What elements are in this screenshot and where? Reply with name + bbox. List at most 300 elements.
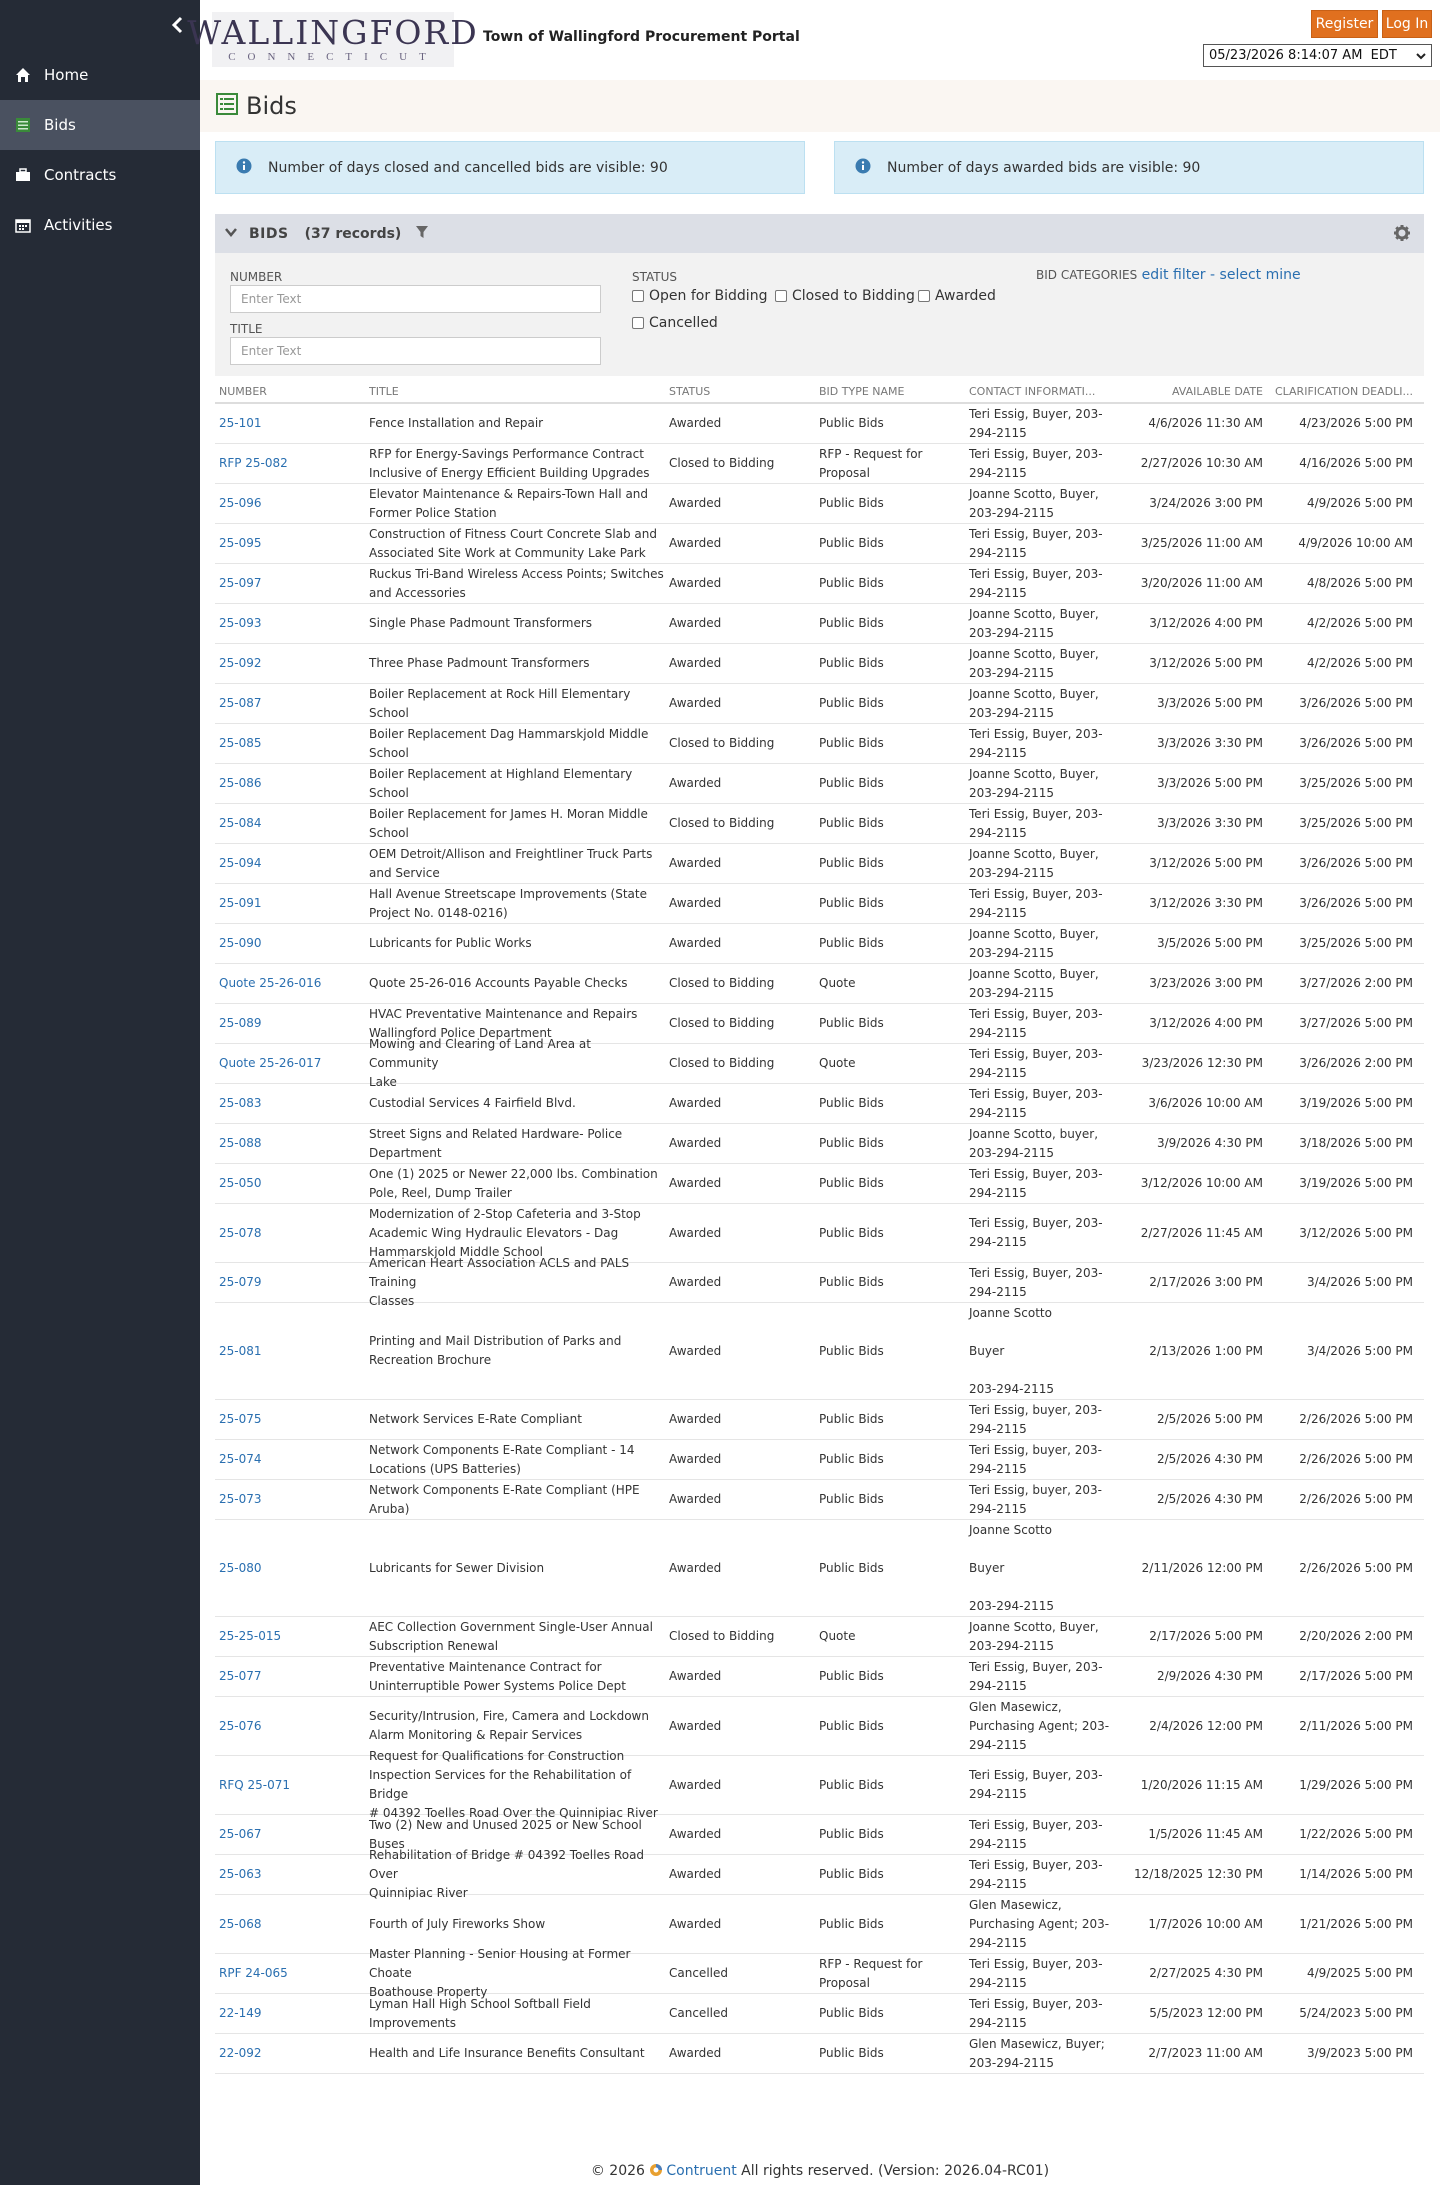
cell-available-date: 1/7/2026 10:00 AM [1148, 1916, 1263, 1931]
table-row[interactable] [215, 764, 1424, 804]
cell-available-date: 3/3/2026 5:00 PM [1156, 696, 1263, 710]
cell-bid-type: Public Bids [819, 1492, 884, 1506]
cell-title: Street Signs and Related Hardware- Police Department [369, 1126, 623, 1160]
cell-status: Awarded [669, 896, 722, 910]
cell-bid-type: Public Bids [819, 576, 884, 590]
cell-title: Fence Installation and Repair [369, 416, 544, 430]
cell-number[interactable]: 25-080 [219, 1560, 262, 1575]
table-row[interactable] [215, 1994, 1424, 2034]
cell-bid-type: Public Bids [819, 816, 884, 830]
cell-title: Construction of Fitness Court Concrete Slab and Associated Site Work at Community Lake Park [369, 526, 657, 560]
status-label: STATUS [632, 270, 678, 284]
cell-number[interactable]: 25-086 [219, 776, 262, 790]
cell-available-date: 3/12/2026 4:00 PM [1149, 1016, 1263, 1030]
cell-number[interactable]: 22-092 [219, 2046, 262, 2060]
cell-status: Awarded [669, 496, 722, 510]
checkbox-box [632, 290, 644, 302]
cell-title: HVAC Preventative Maintenance and Repairs Wallingford Police Department [369, 1006, 638, 1040]
cell-number[interactable]: 25-083 [219, 1096, 262, 1110]
cell-number[interactable]: 25-094 [219, 856, 262, 870]
page-title-bar [200, 80, 1440, 132]
table-row[interactable] [215, 1480, 1424, 1520]
cell-status: Closed to Bidding [669, 816, 775, 830]
cell-number[interactable]: RFP 25-082 [219, 456, 288, 470]
cell-available-date: 3/23/2026 3:00 PM [1149, 976, 1263, 990]
cell-clarification-deadline: 5/24/2023 5:00 PM [1299, 2006, 1413, 2020]
table-row[interactable] [215, 924, 1424, 964]
status-awarded-checkbox[interactable] [918, 288, 996, 304]
table-row[interactable] [215, 724, 1424, 764]
cell-number[interactable]: 25-093 [219, 616, 262, 630]
cell-clarification-deadline: 3/4/2026 5:00 PM [1306, 1275, 1413, 1289]
column-header-title[interactable]: TITLE [369, 385, 399, 398]
table-row[interactable] [215, 1947, 1424, 1999]
header [187, 0, 1440, 80]
cell-title: Lubricants for Public Works [369, 936, 532, 950]
table-row[interactable] [215, 564, 1424, 604]
cell-available-date: 3/23/2026 12:30 PM [1141, 1056, 1263, 1070]
cell-available-date: 2/5/2026 4:30 PM [1156, 1452, 1263, 1466]
cell-contact: Glen Masewicz, Buyer; 203-294-2115 [969, 2036, 1105, 2070]
table-row[interactable] [215, 1848, 1424, 1900]
cell-bid-type: Public Bids [819, 776, 884, 790]
page-title: Bids [246, 92, 297, 120]
cell-available-date: 2/5/2026 5:00 PM [1156, 1412, 1263, 1426]
sidebar-item-label: Home [44, 66, 89, 84]
cell-bid-type: Public Bids [819, 1827, 884, 1841]
number-filter-input[interactable]: Enter Text [230, 285, 601, 313]
bids-panel-header [215, 214, 1424, 253]
cell-available-date: 2/17/2026 3:00 PM [1149, 1275, 1263, 1289]
cell-available-date: 3/25/2026 11:00 AM [1140, 536, 1263, 550]
cell-available-date: 3/3/2026 3:30 PM [1156, 816, 1263, 830]
register-button[interactable]: Register [1311, 10, 1378, 38]
cell-contact: Teri Essig, Buyer, 203- 294-2115 [969, 886, 1103, 920]
table-header [215, 376, 1424, 404]
cell-status: Closed to Bidding [669, 456, 775, 470]
cell-number[interactable]: 25-075 [219, 1412, 262, 1426]
cell-bid-type: Public Bids [819, 1867, 884, 1881]
table-row[interactable] [215, 1256, 1424, 1308]
logo-line2: CONNECTICUT [228, 50, 438, 63]
checkbox-label: Awarded [935, 288, 996, 304]
cell-status: Awarded [669, 656, 722, 670]
calendar-icon [14, 216, 32, 234]
cell-number[interactable]: 25-087 [219, 696, 262, 710]
cell-number[interactable]: 25-089 [219, 1016, 262, 1030]
cell-contact: Teri Essig, buyer, 203- 294-2115 [969, 1402, 1102, 1436]
cell-contact: Teri Essig, Buyer, 203- 294-2115 [969, 566, 1103, 600]
cell-clarification-deadline: 2/26/2026 5:00 PM [1299, 1560, 1413, 1575]
cell-available-date: 5/5/2023 12:00 PM [1149, 2006, 1263, 2020]
cell-status: Cancelled [669, 1966, 728, 1980]
title-label: TITLE [230, 322, 263, 336]
cell-contact: Teri Essig, Buyer, 203- 294-2115 [969, 1817, 1103, 1851]
number-label: NUMBER [230, 270, 283, 284]
cell-available-date: 2/13/2026 1:00 PM [1149, 1343, 1263, 1358]
cell-available-date: 3/20/2026 11:00 AM [1140, 576, 1263, 590]
cell-number[interactable]: 25-085 [219, 736, 262, 750]
cell-number[interactable]: 25-067 [219, 1827, 262, 1841]
cell-title: Network Services E-Rate Compliant [369, 1412, 582, 1426]
cell-number[interactable]: 25-084 [219, 816, 262, 830]
cell-number[interactable]: 25-076 [219, 1718, 262, 1733]
cell-available-date: 2/17/2026 5:00 PM [1149, 1629, 1263, 1643]
sidebar-item-activities[interactable] [0, 200, 200, 250]
table-row[interactable] [215, 804, 1424, 844]
link-separator: - [1205, 267, 1220, 283]
cell-clarification-deadline: 2/20/2026 2:00 PM [1299, 1629, 1413, 1643]
checkbox-box [775, 290, 787, 302]
cell-title: Lubricants for Sewer Division [369, 1560, 545, 1575]
status-open-checkbox[interactable] [632, 288, 767, 304]
cell-status: Awarded [669, 1669, 722, 1683]
cell-bid-type: Public Bids [819, 856, 884, 870]
cell-available-date: 12/18/2025 12:30 PM [1134, 1867, 1263, 1881]
cell-number[interactable]: 25-091 [219, 896, 262, 910]
column-header-contact[interactable]: CONTACT INFORMATI... [969, 385, 1096, 398]
cell-title: Fourth of July Fireworks Show [369, 1916, 546, 1931]
cell-number[interactable]: 25-096 [219, 496, 262, 510]
cell-contact: Teri Essig, Buyer, 203- 294-2115 [969, 1046, 1103, 1080]
cell-title: Lyman Hall High School Softball Field Improvements [369, 1996, 591, 2030]
cell-number[interactable]: 22-149 [219, 2006, 262, 2020]
cell-status: Awarded [669, 2046, 722, 2060]
footer-prefix: © 2026 [590, 2163, 650, 2179]
cell-status: Awarded [669, 1718, 722, 1733]
cell-number[interactable]: 25-081 [219, 1343, 262, 1358]
table-row[interactable] [215, 644, 1424, 684]
cell-contact: Teri Essig, Buyer, 203- 294-2115 [969, 1659, 1103, 1693]
chevron-down-icon[interactable] [225, 226, 237, 242]
cell-clarification-deadline: 1/21/2026 5:00 PM [1299, 1916, 1413, 1931]
cell-bid-type: Public Bids [819, 936, 884, 950]
cell-status: Awarded [669, 1777, 722, 1792]
cell-clarification-deadline: 4/9/2026 10:00 AM [1298, 536, 1413, 550]
cell-contact: Teri Essig, Buyer, 203- 294-2115 [969, 1006, 1103, 1040]
cell-bid-type: Public Bids [819, 616, 884, 630]
select-mine-link[interactable]: select mine [1219, 267, 1301, 283]
cell-number[interactable]: 25-092 [219, 656, 262, 670]
cell-clarification-deadline: 3/26/2026 5:00 PM [1299, 896, 1413, 910]
table-row[interactable] [215, 1520, 1424, 1617]
cell-bid-type: Public Bids [819, 1096, 884, 1110]
timezone-select[interactable] [1203, 44, 1432, 67]
cell-contact: Teri Essig, Buyer, 203- 294-2115 [969, 726, 1103, 760]
cell-status: Awarded [669, 1225, 722, 1240]
cell-title: Network Components E-Rate Compliant (HPE Aruba) [369, 1482, 640, 1516]
cell-bid-type: Quote [819, 1056, 856, 1070]
cell-clarification-deadline: 4/2/2026 5:00 PM [1306, 656, 1413, 670]
contruent-link[interactable]: Contruent [666, 2163, 737, 2179]
cell-contact: Joanne Scotto, Buyer, 203-294-2115 [969, 966, 1099, 1000]
cell-title: OEM Detroit/Allison and Freightliner Truck Parts and Service [369, 846, 653, 880]
cell-title: Security/Intrusion, Fire, Camera and Lockdown Alarm Monitoring & Repair Services [369, 1709, 649, 1742]
sidebar-item-contracts[interactable] [0, 150, 200, 200]
cell-available-date: 1/20/2026 11:15 AM [1140, 1777, 1263, 1792]
cell-number[interactable]: 25-050 [219, 1176, 262, 1190]
table-row[interactable] [215, 844, 1424, 884]
contruent-logo-icon [649, 2163, 663, 2181]
table-row[interactable] [215, 1084, 1424, 1124]
cell-status: Awarded [669, 1560, 722, 1575]
cell-clarification-deadline: 2/11/2026 5:00 PM [1299, 1718, 1413, 1733]
logo[interactable] [187, 12, 479, 67]
cell-clarification-deadline: 3/26/2026 5:00 PM [1299, 856, 1413, 870]
cell-title: Boiler Replacement for James H. Moran Middle School [369, 806, 648, 840]
cell-clarification-deadline: 4/9/2025 5:00 PM [1306, 1966, 1413, 1980]
cell-available-date: 3/12/2026 5:00 PM [1149, 856, 1263, 870]
edit-filter-link[interactable]: edit filter [1141, 267, 1206, 283]
cell-number[interactable]: 25-101 [219, 416, 262, 430]
sidebar-item-label: Bids [44, 116, 76, 134]
cell-title: Single Phase Padmount Transformers [369, 616, 593, 630]
cell-number[interactable]: 25-090 [219, 936, 262, 950]
cell-bid-type: Quote [819, 1629, 856, 1643]
cell-title: AEC Collection Government Single-User Annual Subscription Renewal [369, 1619, 653, 1653]
info-text: Number of days awarded bids are visible: 90 [887, 159, 1201, 176]
list-icon [14, 116, 32, 134]
briefcase-icon [14, 166, 32, 184]
cell-contact: Teri Essig, Buyer, 203- 294-2115 [969, 1166, 1103, 1200]
table-row[interactable] [215, 684, 1424, 724]
record-count: (37 records) [304, 225, 402, 242]
column-header-number[interactable]: NUMBER [219, 385, 267, 398]
cell-contact: Teri Essig, Buyer, 203- 294-2115 [969, 1216, 1103, 1249]
info-icon [236, 158, 252, 178]
gear-icon[interactable] [1394, 225, 1410, 245]
cell-available-date: 2/5/2026 4:30 PM [1156, 1492, 1263, 1506]
panel-title: BIDS [249, 225, 289, 242]
cell-available-date: 2/7/2023 11:00 AM [1148, 2046, 1263, 2060]
cell-number[interactable]: Quote 25-26-016 [219, 976, 322, 990]
table-row[interactable] [215, 2034, 1424, 2074]
table-row[interactable] [215, 1164, 1424, 1204]
cell-clarification-deadline: 3/9/2023 5:00 PM [1306, 2046, 1413, 2060]
column-header-bid-type[interactable]: BID TYPE NAME [819, 385, 905, 398]
cell-clarification-deadline: 3/19/2026 5:00 PM [1299, 1096, 1413, 1110]
cell-contact: Teri Essig, Buyer, 203- 294-2115 [969, 446, 1103, 480]
cell-status: Cancelled [669, 2006, 728, 2020]
status-cancelled-checkbox[interactable] [632, 315, 718, 331]
cell-bid-type: Quote [819, 976, 856, 990]
cell-clarification-deadline: 3/26/2026 2:00 PM [1299, 1056, 1413, 1070]
cell-number[interactable]: Quote 25-26-017 [219, 1056, 322, 1070]
cell-status: Closed to Bidding [669, 1016, 775, 1030]
cell-available-date: 2/27/2026 11:45 AM [1140, 1225, 1263, 1240]
cell-status: Awarded [669, 1916, 722, 1931]
filter-icon[interactable] [415, 225, 429, 243]
cell-status: Awarded [669, 1827, 722, 1841]
list-icon [216, 93, 238, 119]
checkbox-label: Open for Bidding [649, 288, 768, 304]
cell-clarification-deadline: 3/25/2026 5:00 PM [1299, 936, 1413, 950]
cell-number[interactable]: 25-079 [219, 1275, 262, 1289]
cell-contact: Teri Essig, Buyer, 203- 294-2115 [969, 1857, 1103, 1891]
cell-contact: Joanne Scotto, Buyer, 203-294-2115 [969, 846, 1099, 880]
checkbox-label: Cancelled [649, 315, 718, 331]
table-row[interactable] [215, 524, 1424, 564]
portal-title: Town of Wallingford Procurement Portal [483, 29, 800, 45]
cell-title: Health and Life Insurance Benefits Consultant [369, 2046, 645, 2060]
column-header-clarification-deadline[interactable]: CLARIFICATION DEADLI... [1274, 385, 1413, 398]
cell-contact: Glen Masewicz, Purchasing Agent; 203- 294-2115 [969, 1699, 1110, 1752]
column-header-status[interactable]: STATUS [669, 385, 711, 398]
cell-status: Awarded [669, 776, 722, 790]
cell-available-date: 4/6/2026 11:30 AM [1148, 416, 1263, 430]
table-row[interactable] [215, 604, 1424, 644]
cell-clarification-deadline: 3/12/2026 5:00 PM [1299, 1225, 1413, 1240]
info-box-awarded [834, 141, 1424, 194]
checkbox-box [632, 317, 644, 329]
cell-bid-type: RFP - Request for Proposal [819, 446, 923, 480]
table-row[interactable] [215, 1124, 1424, 1164]
cell-status: Closed to Bidding [669, 976, 775, 990]
cell-bid-type: Public Bids [819, 1718, 884, 1733]
cell-title: Rehabilitation of Bridge # 04392 Toelles Road Over Quinnipiac River [369, 1848, 645, 1900]
cell-contact: Teri Essig, Buyer, 203- 294-2115 [969, 1768, 1103, 1801]
cell-contact: Joanne Scotto, Buyer, 203-294-2115 [969, 926, 1099, 960]
cell-bid-type: Public Bids [819, 2006, 884, 2020]
cell-bid-type: Public Bids [819, 1343, 884, 1358]
cell-bid-type: Public Bids [819, 1275, 884, 1289]
table-row[interactable] [215, 484, 1424, 524]
cell-number[interactable]: 25-074 [219, 1452, 262, 1466]
cell-available-date: 3/5/2026 5:00 PM [1156, 936, 1263, 950]
cell-contact: Joanne Scotto, Buyer, 203-294-2115 [969, 766, 1099, 800]
table-row[interactable] [215, 1440, 1424, 1480]
cell-status: Awarded [669, 576, 722, 590]
cell-number[interactable]: 25-25-015 [219, 1629, 282, 1643]
table-row[interactable] [215, 1657, 1424, 1697]
table-row[interactable] [215, 884, 1424, 924]
table-row[interactable] [215, 404, 1424, 444]
cell-status: Awarded [669, 616, 722, 630]
cell-status: Closed to Bidding [669, 1056, 775, 1070]
cell-status: Awarded [669, 1492, 722, 1506]
cell-title: Custodial Services 4 Fairfield Blvd. [369, 1096, 576, 1110]
cell-bid-type: Public Bids [819, 696, 884, 710]
cell-clarification-deadline: 3/27/2026 2:00 PM [1299, 976, 1413, 990]
cell-clarification-deadline: 3/25/2026 5:00 PM [1299, 816, 1413, 830]
cell-clarification-deadline: 1/14/2026 5:00 PM [1299, 1867, 1413, 1881]
sidebar-item-home[interactable] [0, 50, 200, 100]
cell-clarification-deadline: 3/26/2026 5:00 PM [1299, 736, 1413, 750]
cell-title: Master Planning - Senior Housing at Former Choate Boathouse Property [369, 1947, 631, 1999]
cell-clarification-deadline: 4/2/2026 5:00 PM [1306, 616, 1413, 630]
cell-contact: Joanne Scotto, Buyer, 203-294-2115 [969, 1619, 1099, 1653]
cell-number[interactable]: 25-068 [219, 1916, 262, 1931]
checkbox-box [918, 290, 930, 302]
cell-number[interactable]: RPF 24-065 [219, 1966, 288, 1980]
cell-status: Closed to Bidding [669, 736, 775, 750]
cell-available-date: 3/3/2026 3:30 PM [1156, 736, 1263, 750]
cell-contact: Joanne Scotto, Buyer, 203-294-2115 [969, 486, 1099, 520]
cell-status: Awarded [669, 416, 722, 430]
cell-number[interactable]: 25-097 [219, 576, 262, 590]
cell-title: Elevator Maintenance & Repairs-Town Hall and Former Police Station [369, 486, 649, 520]
login-button[interactable]: Log In [1382, 10, 1432, 38]
cell-number[interactable]: 25-073 [219, 1492, 262, 1506]
cell-contact: Teri Essig, Buyer, 203- 294-2115 [969, 1996, 1103, 2030]
cell-available-date: 3/3/2026 5:00 PM [1156, 776, 1263, 790]
table-row[interactable] [215, 1400, 1424, 1440]
cell-clarification-deadline: 2/26/2026 5:00 PM [1299, 1492, 1413, 1506]
table-row[interactable] [215, 964, 1424, 1004]
cell-title: Boiler Replacement Dag Hammarskjold Middle School [369, 726, 649, 760]
cell-contact: Teri Essig, Buyer, 203- 294-2115 [969, 1265, 1103, 1299]
cell-bid-type: Public Bids [819, 1412, 884, 1426]
table-row[interactable] [215, 1617, 1424, 1657]
chevron-left-icon[interactable] [168, 14, 188, 36]
cell-title: One (1) 2025 or Newer 22,000 lbs. Combination Pole, Reel, Dump Trailer [369, 1166, 658, 1200]
title-filter-input[interactable]: Enter Text [230, 337, 601, 365]
footer [200, 2163, 1440, 2181]
cell-contact: Teri Essig, buyer, 203- 294-2115 [969, 1482, 1102, 1516]
info-text: Number of days closed and cancelled bids are visible: 90 [268, 159, 668, 176]
table-row[interactable] [215, 1749, 1424, 1820]
cell-clarification-deadline: 3/19/2026 5:00 PM [1299, 1176, 1413, 1190]
table-row[interactable] [215, 1037, 1424, 1089]
status-closed-checkbox[interactable] [775, 288, 915, 304]
cell-bid-type: Public Bids [819, 656, 884, 670]
cell-title: American Heart Association ACLS and PALS Training Classes [369, 1256, 630, 1308]
cell-number[interactable]: 25-063 [219, 1867, 262, 1881]
cell-title: Three Phase Padmount Transformers [369, 656, 590, 670]
cell-clarification-deadline: 2/17/2026 5:00 PM [1299, 1669, 1413, 1683]
sidebar-item-bids[interactable] [0, 100, 200, 150]
cell-clarification-deadline: 2/26/2026 5:00 PM [1299, 1412, 1413, 1426]
sidebar [0, 0, 200, 2185]
table-body [215, 404, 1424, 2074]
cell-status: Awarded [669, 1343, 722, 1358]
cell-contact: Teri Essig, Buyer, 203- 294-2115 [969, 1086, 1103, 1120]
timezone-value: 05/23/2026 8:14:07 AM EDT [1209, 48, 1397, 63]
cell-bid-type: Public Bids [819, 1916, 884, 1931]
bid-categories-filter [1036, 267, 1301, 283]
cell-contact: Joanne Scotto Buyer 203-294-2115 [969, 1305, 1055, 1396]
cell-contact: Joanne Scotto, Buyer, 203-294-2115 [969, 606, 1099, 640]
cell-bid-type: Public Bids [819, 1777, 884, 1792]
cell-clarification-deadline: 2/26/2026 5:00 PM [1299, 1452, 1413, 1466]
cell-title: Hall Avenue Streetscape Improvements (State Project No. 0148-0216) [369, 886, 647, 920]
cell-clarification-deadline: 3/26/2026 5:00 PM [1299, 696, 1413, 710]
cell-title: Request for Qualifications for Construction Inspection Services for the Rehabilitation of Bridge # 04392 Toelles Road Over the Quinnipiac River [369, 1749, 658, 1820]
cell-available-date: 1/5/2026 11:45 AM [1148, 1827, 1263, 1841]
filter-panel [215, 253, 1424, 376]
cell-contact: Joanne Scotto, Buyer, 203-294-2115 [969, 646, 1099, 680]
cell-bid-type: Public Bids [819, 1560, 884, 1575]
footer-suffix: All rights reserved. (Version: 2026.04-RC01) [736, 2163, 1050, 2179]
column-header-available-date[interactable]: AVAILABLE DATE [1171, 385, 1263, 398]
sidebar-item-label: Activities [44, 216, 113, 234]
cell-clarification-deadline: 4/23/2026 5:00 PM [1299, 416, 1413, 430]
table-row[interactable] [215, 1303, 1424, 1400]
cell-status: Awarded [669, 1275, 722, 1289]
cell-status: Awarded [669, 1136, 722, 1150]
cell-status: Awarded [669, 696, 722, 710]
cell-number[interactable]: 25-077 [219, 1669, 262, 1683]
cell-status: Awarded [669, 536, 722, 550]
cell-number[interactable]: 25-078 [219, 1225, 262, 1240]
cell-number[interactable]: 25-088 [219, 1136, 262, 1150]
logo-line1: WALLINGFORD [187, 12, 479, 52]
cell-title: Modernization of 2-Stop Cafeteria and 3-Stop Academic Wing Hydraulic Elevators - Dag Hammarskjold Middle School [369, 1206, 641, 1259]
cell-number[interactable]: RFQ 25-071 [219, 1777, 291, 1792]
cell-bid-type: Public Bids [819, 736, 884, 750]
cell-number[interactable]: 25-095 [219, 536, 262, 550]
table-row[interactable] [215, 444, 1424, 484]
